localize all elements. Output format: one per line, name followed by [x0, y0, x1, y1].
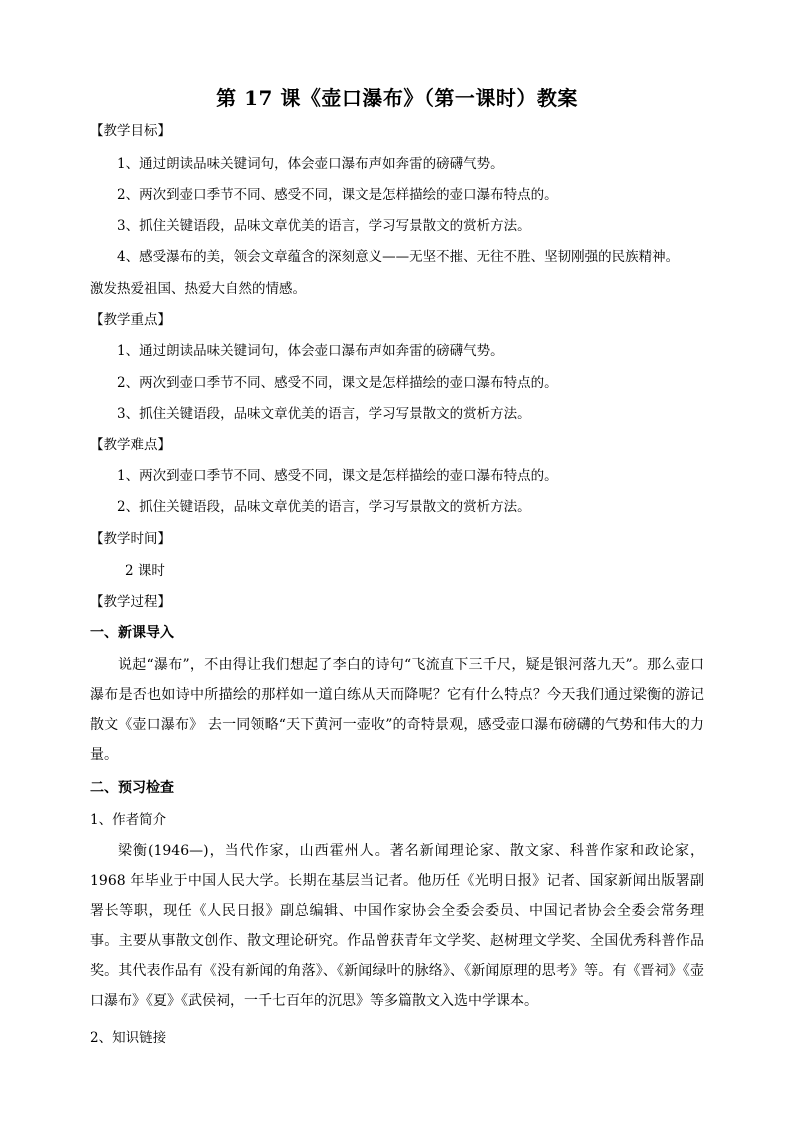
time-value: 2 课时 — [125, 563, 165, 579]
knowledge-link-heading: 2、知识链接 — [90, 1030, 167, 1046]
objective-item: 3、抓住关键语段，品味文章优美的语言，学习写景散文的赏析方法。 — [117, 218, 531, 234]
difficulties-heading: 【教学难点】 — [90, 437, 171, 453]
page-title: 第 17 课《壶口瀑布》（第一课时）教案 — [216, 86, 578, 110]
objective-item: 1、通过朗读品味关键词句，体会壶口瀑布声如奔雷的磅礴气势。 — [117, 156, 504, 172]
objectives-heading: 【教学目标】 — [90, 123, 171, 139]
key-points-heading: 【教学重点】 — [90, 312, 171, 328]
objective-continuation: 激发热爱祖国、热爱大自然的情感。 — [90, 281, 306, 297]
difficulty-item: 1、两次到壶口季节不同、感受不同，课文是怎样描绘的壶口瀑布特点的。 — [117, 468, 558, 484]
difficulty-item: 2、抓住关键语段，品味文章优美的语言，学习写景散文的赏析方法。 — [117, 499, 531, 515]
key-point-item: 3、抓住关键语段，品味文章优美的语言，学习写景散文的赏析方法。 — [117, 406, 531, 422]
author-paragraph: 梁衡(1946—)，当代作家，山西霍州人。著名新闻理论家、散文家、科普作家和政论家，1968 年毕业于中国人民大学。长期在基层当记者。他历任《光明日报》记者、国家新闻出版署副署长等职，现任《人民日报》副总编辑、中国作家协会全委会委员、中国记者协会全委会常务理事。主要从事散文创作、散文理论研究。作品曾获青年文学奖、赵树理文学奖、全国优秀科普作品奖。其代表作品有《没有新闻的角落》、《新闻绿叶的脉络》、《新闻原理的思考》等。有《晋祠》《壶口瀑布》《夏》《武侯祠，一千七百年的沉思》等多篇散文入选中学课本。 — [90, 843, 704, 1009]
author-intro-heading: 1、作者简介 — [90, 812, 167, 828]
process-heading: 【教学过程】 — [90, 594, 171, 610]
intro-paragraph: 说起“瀑布”，不由得让我们想起了李白的诗句“飞流直下三千尺，疑是银河落九天”。那么壶口瀑布是否也如诗中所描绘的那样如一道白练从天而降呢？它有什么特点？今天我们通过梁衡的游记散文《壶口瀑布》 去一同领略“天下黄河一壶收”的奇特景观，感受壶口瀑布磅礴的气势和伟大的力量。 — [90, 657, 704, 763]
section-heading-intro: 一、新课导入 — [90, 625, 174, 641]
objective-item: 2、两次到壶口季节不同、感受不同，课文是怎样描绘的壶口瀑布特点的。 — [117, 187, 558, 203]
section-heading-preview: 二、预习检查 — [90, 780, 174, 796]
key-point-item: 2、两次到壶口季节不同、感受不同，课文是怎样描绘的壶口瀑布特点的。 — [117, 375, 558, 391]
key-point-item: 1、通过朗读品味关键词句，体会壶口瀑布声如奔雷的磅礴气势。 — [117, 343, 504, 359]
objective-item: 4、感受瀑布的美，领会文章蕴含的深刻意义——无坚不摧、无往不胜、坚韧刚强的民族精神。 — [117, 249, 680, 265]
time-heading: 【教学时间】 — [90, 531, 171, 547]
